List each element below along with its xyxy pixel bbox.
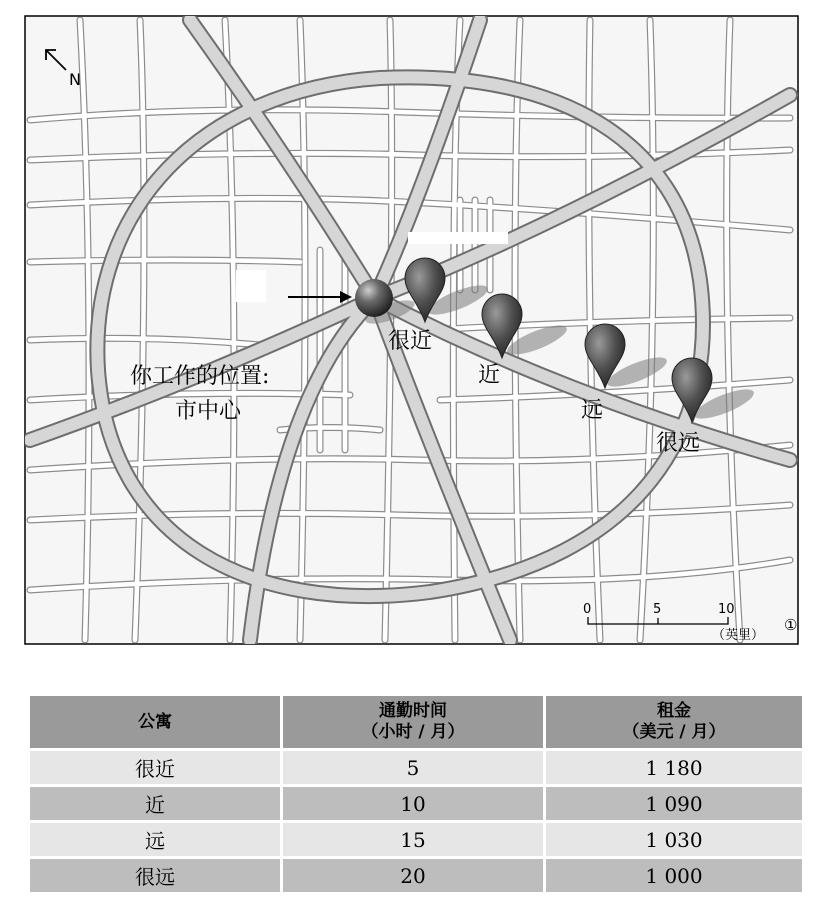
footnote-marker: ① xyxy=(784,616,798,634)
pin-label-very-near: 很近 xyxy=(388,329,433,354)
cell-commute: 5 xyxy=(283,751,543,784)
pin-label-near: 近 xyxy=(478,363,501,388)
work-location-marker-icon xyxy=(355,279,393,317)
work-location-label: 你工作的位置: xyxy=(130,364,270,389)
header-rent-unit: （美元 / 月） xyxy=(622,722,726,742)
pin-label-very-far: 很远 xyxy=(656,431,701,456)
cell-apartment: 很近 xyxy=(30,751,280,784)
scale-tick-10: 10 xyxy=(718,602,735,617)
header-rent xyxy=(546,696,802,748)
cell-apartment: 远 xyxy=(30,823,280,856)
table-row xyxy=(30,787,802,820)
cell-rent: 1 000 xyxy=(546,859,802,892)
cell-commute: 20 xyxy=(283,859,543,892)
cell-rent: 1 090 xyxy=(546,787,802,820)
apartment-table xyxy=(27,693,805,895)
city-center-label: 市中心 xyxy=(175,399,242,424)
cell-apartment: 很远 xyxy=(30,859,280,892)
scale-tick-5: 5 xyxy=(653,602,662,617)
scale-tick-0: 0 xyxy=(583,602,592,617)
header-commute xyxy=(283,696,543,748)
header-apartment-label: 公寓 xyxy=(138,711,172,732)
cell-commute: 15 xyxy=(283,823,543,856)
header-rent-label: 租金 xyxy=(657,701,691,721)
cell-apartment: 近 xyxy=(30,787,280,820)
table-row xyxy=(30,823,802,856)
table-header-row xyxy=(30,696,802,748)
header-commute-unit: （小时 / 月） xyxy=(361,722,465,742)
compass-label: N xyxy=(69,70,81,89)
header-apartment xyxy=(30,696,280,748)
header-commute-label: 通勤时间 xyxy=(379,701,447,721)
table-row xyxy=(30,859,802,892)
table-row xyxy=(30,751,802,784)
scale-unit: （英里） xyxy=(712,628,765,643)
cell-rent: 1 180 xyxy=(546,751,802,784)
cell-commute: 10 xyxy=(283,787,543,820)
cell-rent: 1 030 xyxy=(546,823,802,856)
pin-label-far: 远 xyxy=(581,398,604,423)
